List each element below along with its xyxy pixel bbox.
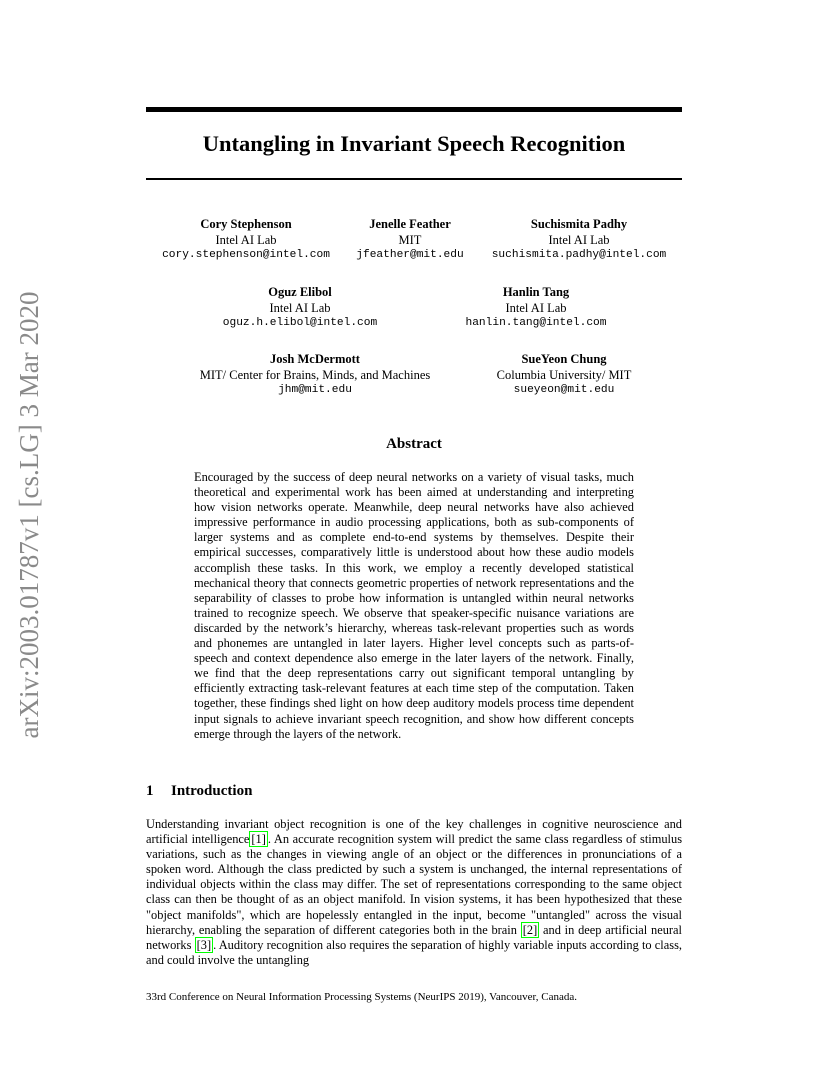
- author-email[interactable]: oguz.h.elibol@intel.com: [222, 317, 378, 329]
- author-name: Suchismita Padhy: [530, 217, 628, 231]
- author-name: Josh McDermott: [270, 352, 360, 366]
- intro-text: . An accurate recognition system will predict the same class regardless of stimulus variations, such as the changes in viewing angle of an object or the differences in pronunciations of a spoken word. Although the class predicted by such a system is unchanged, the internal representations of individual objects within the class may differ. The set of representations corresponding to the same object class can then be thought of as an object manifold. In vision systems, it has been hypothesized that these "object manifolds", which are hopelessly entangled in the input, become "untangled" across the visual hierarchy, enabling the separation of different categories both in the brain: [146, 832, 683, 937]
- paper-title: Untangling in Invariant Speech Recognition: [202, 131, 626, 156]
- author-affiliation: Intel AI Lab: [505, 300, 567, 315]
- section-title: Introduction: [171, 783, 253, 799]
- author-affiliation: Intel AI Lab: [269, 300, 331, 315]
- author-name: Hanlin Tang: [502, 285, 570, 299]
- section-heading: [146, 781, 252, 801]
- author-email[interactable]: hanlin.tang@intel.com: [465, 317, 607, 329]
- title-rule-bottom: [146, 178, 682, 180]
- title-rule-top: [146, 107, 682, 112]
- author-name: Cory Stephenson: [200, 217, 292, 231]
- author-block: [212, 285, 388, 332]
- author-name: Jenelle Feather: [369, 217, 451, 231]
- section-number: 1: [146, 783, 154, 799]
- author-name: Oguz Elibol: [268, 285, 332, 299]
- abstract-text: Encouraged by the success of deep neural networks on a variety of visual tasks, much theoretical and experimental work has been aimed at understanding and interpreting how vision networks operate. Meanwhile, deep neural networks have also achieved impressive performance in audio processing applications, both as sub-components of larger systems and as complete end-to-end systems by themselves. Despite their empirical successes, comparatively little is understood about how these audio models accomplish these tasks. In this work, we employ a recently developed statistical mechanical theory that connects geometric properties of network representations and the separability of classes to probe how information is untangled within neural networks trained to recognize speech. We observe that speaker-specific nuisance variations are discarded by the network’s hierarchy, whereas task-relevant properties such as words and phonemes are untangled in later layers. Higher level concepts such as parts-of-speech and context dependence also emerge in the later layers of the network. Finally, we find that the deep representations carry out significant temporal untangling by efficiently extracting task-relevant features at each time step of the computation. Taken together, these findings shed light on how deep auditory models process time dependent input signals to achieve invariant speech recognition, and show how different concepts emerge through the layers of the network.: [194, 470, 634, 741]
- conference-footnote: 33rd Conference on Neural Information Processing Systems (NeurIPS 2019), Vancouver, Canada.: [146, 991, 578, 1003]
- author-affiliation: Intel AI Lab: [215, 232, 277, 247]
- author-name: SueYeon Chung: [521, 352, 607, 366]
- citation-link[interactable]: [3]: [196, 937, 212, 952]
- author-block: [352, 217, 468, 264]
- author-email[interactable]: suchismita.padhy@intel.com: [491, 249, 667, 261]
- author-block: [455, 285, 617, 332]
- arxiv-stamp: arXiv:2003.01787v1 [cs.LG] 3 Mar 2020: [14, 291, 44, 739]
- author-affiliation: Intel AI Lab: [548, 232, 610, 247]
- abstract-heading: Abstract: [386, 436, 442, 452]
- author-email[interactable]: sueyeon@mit.edu: [513, 384, 615, 396]
- intro-paragraph: [146, 817, 682, 968]
- citation-link[interactable]: [2]: [522, 922, 538, 937]
- author-affiliation: MIT/ Center for Brains, Minds, and Machines: [199, 367, 431, 382]
- author-email[interactable]: jfeather@mit.edu: [356, 249, 464, 261]
- author-email[interactable]: jhm@mit.edu: [278, 384, 352, 396]
- author-block: [482, 352, 646, 399]
- citation-link[interactable]: [1]: [251, 832, 266, 847]
- intro-text: Understanding invariant object recognition is one of the key challenges in cognitive neuroscience and artificial intelligence: [146, 817, 682, 847]
- author-affiliation: MIT: [398, 232, 422, 247]
- author-block: [180, 352, 450, 399]
- intro-text: and in deep artificial neural networks: [146, 922, 683, 952]
- intro-text: . Auditory recognition also requires the separation of highly variable inputs according to class, and could involve the untangling: [146, 937, 682, 967]
- author-email[interactable]: cory.stephenson@intel.com: [162, 249, 330, 261]
- author-block: [158, 217, 334, 264]
- author-block: [486, 217, 672, 264]
- author-affiliation: Columbia University/ MIT: [496, 367, 632, 382]
